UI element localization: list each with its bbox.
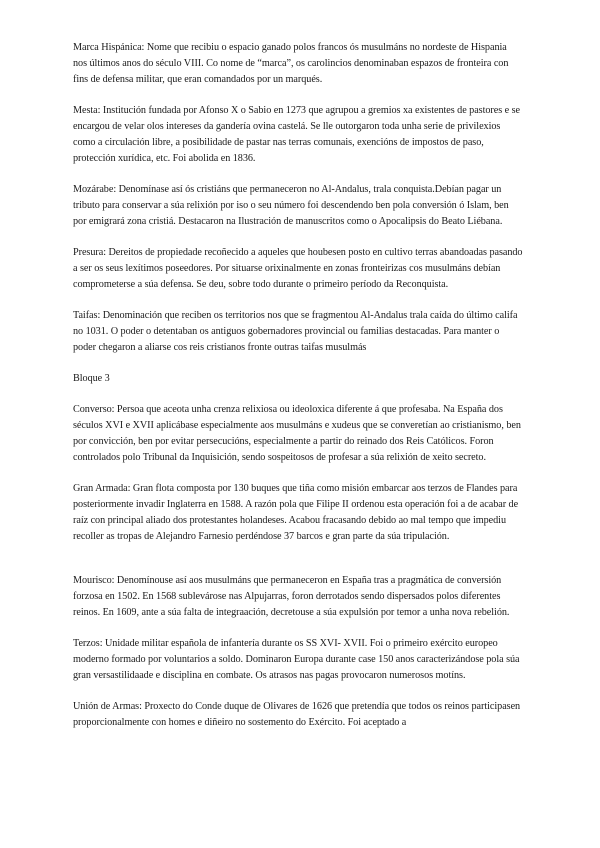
paragraph-union-de-armas: Unión de Armas: Proxecto do Conde duque de Olivares de 1626 que pretendía que todos os reinos participasen proporcionalmente con homes e diñeiro no sostemento do Exército. Foi aceptado a (73, 701, 521, 728)
section-heading-bloque-3: Bloque 3 (73, 373, 110, 384)
paragraph-mesta: Mesta: Institución fundada por Afonso X o Sabio en 1273 que agrupou a gremios xa existentes de pastores e se encargou de velar olos intereses da gandería ovina castelá. Se lle outorgaron toda unha serie de privilexios como a circulación libre, a posibilidade de pastar nas terras comunais, exencións de impostos de paso, protección xurídica, etc. Foi abolida en 1836. (73, 105, 520, 164)
paragraph-marca-hispanica: Marca Hispánica: Nome que recibiu o espacio ganado polos francos ós musulmáns no nordeste de Hispania nos últimos anos do século VIII. Co nome de “marca”, os carolincios denominaban espazos de fronteira con fins de defensa militar, que eran comandados por un marqués. (73, 42, 509, 85)
paragraph-mozarabe: Mozárabe: Denomínase así ós cristiáns que permaneceron no Al-Andalus, trala conquista.Debían pagar un tributo para conservar a súa relixión por iso o seu número foi descendendo ben pola conversión ó Islam, ben por emigrará zona cristiá. Destacaron na Ilustración de manuscritos como o Apocalipsis do Beato Liébana. (73, 184, 509, 227)
document-body (73, 40, 523, 746)
paragraph-terzos: Terzos: Unidade militar española de infantería durante os SS XVI- XVII. Foi o primeiro exército europeo moderno formado por voluntarios a soldo. Dominaron Europa durante case 150 anos caracterizándose pola súa gran versastilidaade e disciplina en combate. Os atrasos nas pagas provocaron numerosos motíns. (73, 638, 520, 681)
paragraph-converso: Converso: Persoa que aceota unha crenza relixiosa ou ideoloxica diferente á que profesaba. Na España dos séculos XVI e XVII aplicábase especialmente aos musulmáns e xudeus que se converetían ao cristianismo, ben por convicción, ben por evitar persecucións, especialmente a partir do reinado dos Reis Católicos. Foron controlados polo Tribunal da Inquisición, sendo sospeitosos de profesar a súa relixión de xeito secreto. (73, 404, 521, 463)
paragraph-taifas: Taifas: Denominación que reciben os territorios nos que se fragmentou Al-Andalus trala caída do último califa no 1031. O poder o detentaban os antiguos gobernadores provincial ou familias destacadas. Para manter o poder chegaron a aliarse cos reis cristianos fronte outras taifas musulmás (73, 310, 518, 353)
paragraph-presura: Presura: Dereitos de propiedade recoñecido a aqueles que houbesen posto en cultivo terras abandoadas pasando a ser os seus lexítimos poseedores. Por situarse orixinalmente en zonas fronteirizas cos musulmáns debían comprometerse a súa defensa. Se deu, sobre todo durante o primeiro período da Reconquista. (73, 247, 523, 290)
paragraph-mourisco: Mourisco: Denomínouse así aos musulmáns que permaneceron en España tras a pragmática de conversión forzosa en 1502. En 1568 sublevárose nas Alpujarras, foron derrotados sendo dispersados polos diferentes reinos. En 1609, ante a súa falta de integraación, decretouse a súa expulsión por temor a unha nova rebelión. (73, 575, 510, 618)
paragraph-gran-armada: Gran Armada: Gran flota composta por 130 buques que tiña como misión embarcar aos terzos de Flandes para posteriormente invadir Inglaterra en 1588. A razón pola que Filipe II ordenou esta operación foi a de acabar de raíz con principal aliado dos protestantes holandeses. Acabou fracasando debido ao mal tempo que impediu recoller as tropas de Alejandro Farnesio perdéndose 37 barcos e gran parte da súa tripulación. (73, 483, 519, 542)
